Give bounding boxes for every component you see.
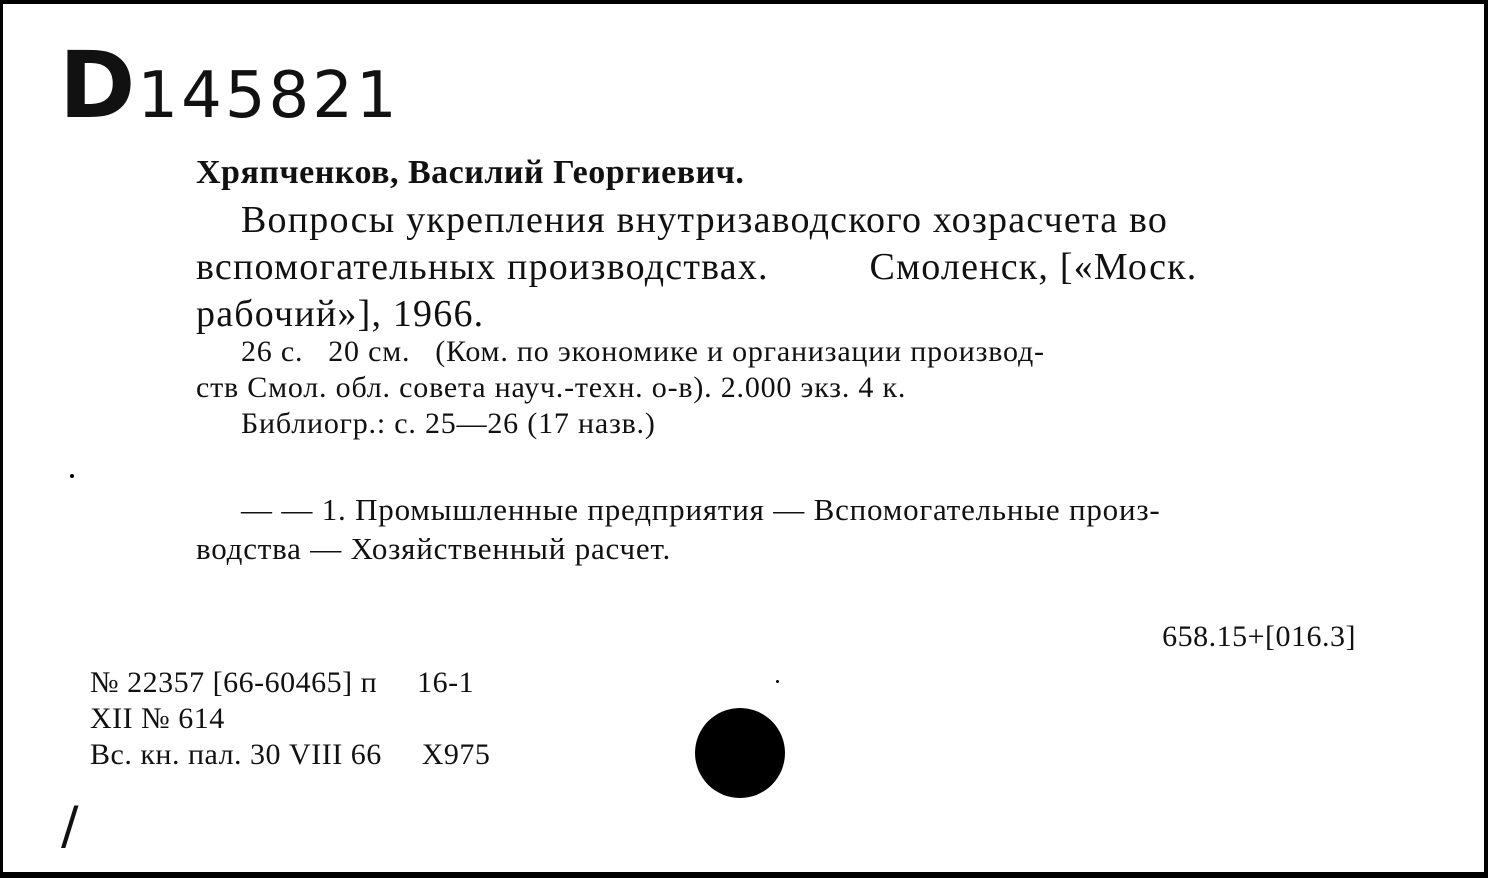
title-line-3: рабочий»], 1966. bbox=[196, 293, 485, 335]
ink-speck bbox=[776, 680, 779, 683]
shelfmark bbox=[59, 32, 400, 139]
print-run-code: 16-1 bbox=[417, 666, 475, 699]
punch-hole bbox=[695, 708, 785, 798]
title-line-2 bbox=[196, 244, 1366, 291]
footer-row-2: XII № 614 bbox=[90, 702, 225, 735]
pencil-slash-mark: / bbox=[61, 796, 79, 856]
card-code: X975 bbox=[421, 738, 491, 771]
description-line-3: Библиогр.: с. 25—26 (17 назв.) bbox=[241, 407, 656, 440]
shelfmark-letter: D bbox=[59, 32, 136, 139]
registration-number: № 22357 [66-60465] п bbox=[90, 666, 378, 699]
footer-row-1 bbox=[90, 665, 490, 701]
title-line-2-c: [«Моск. bbox=[1059, 246, 1198, 288]
description-line-2: ств Смол. обл. совета науч.-техн. о-в). 2.000 экз. 4 к. bbox=[196, 371, 907, 404]
title-line-2-b: Смоленск, bbox=[869, 246, 1050, 288]
subject-line-1: — — 1. Промышленные предприятия — Вспомогательные произ- bbox=[241, 492, 1161, 527]
footer-row-3 bbox=[90, 737, 490, 773]
subject-headings bbox=[196, 490, 1366, 568]
subject-line-2: водства — Хозяйственный расчет. bbox=[196, 531, 672, 566]
author-heading: Хряпченков, Василий Георгиевич. bbox=[196, 154, 745, 191]
title-line-1: Вопросы укрепления внутризаводского хозрасчета во bbox=[241, 199, 1169, 241]
shelfmark-number: 145821 bbox=[137, 59, 400, 133]
description-line-1: 26 с. 20 см. (Ком. по экономике и организации производ- bbox=[241, 335, 1045, 368]
description-block bbox=[196, 334, 1366, 442]
ink-speck bbox=[70, 474, 74, 478]
title-block bbox=[196, 197, 1366, 338]
title-line-2-a: вспомогательных производствах. bbox=[196, 246, 769, 288]
chamber-date: Вс. кн. пал. 30 VIII 66 bbox=[90, 738, 382, 771]
card-footer bbox=[90, 665, 490, 773]
classification-number: 658.15+[016.3] bbox=[1162, 620, 1356, 653]
